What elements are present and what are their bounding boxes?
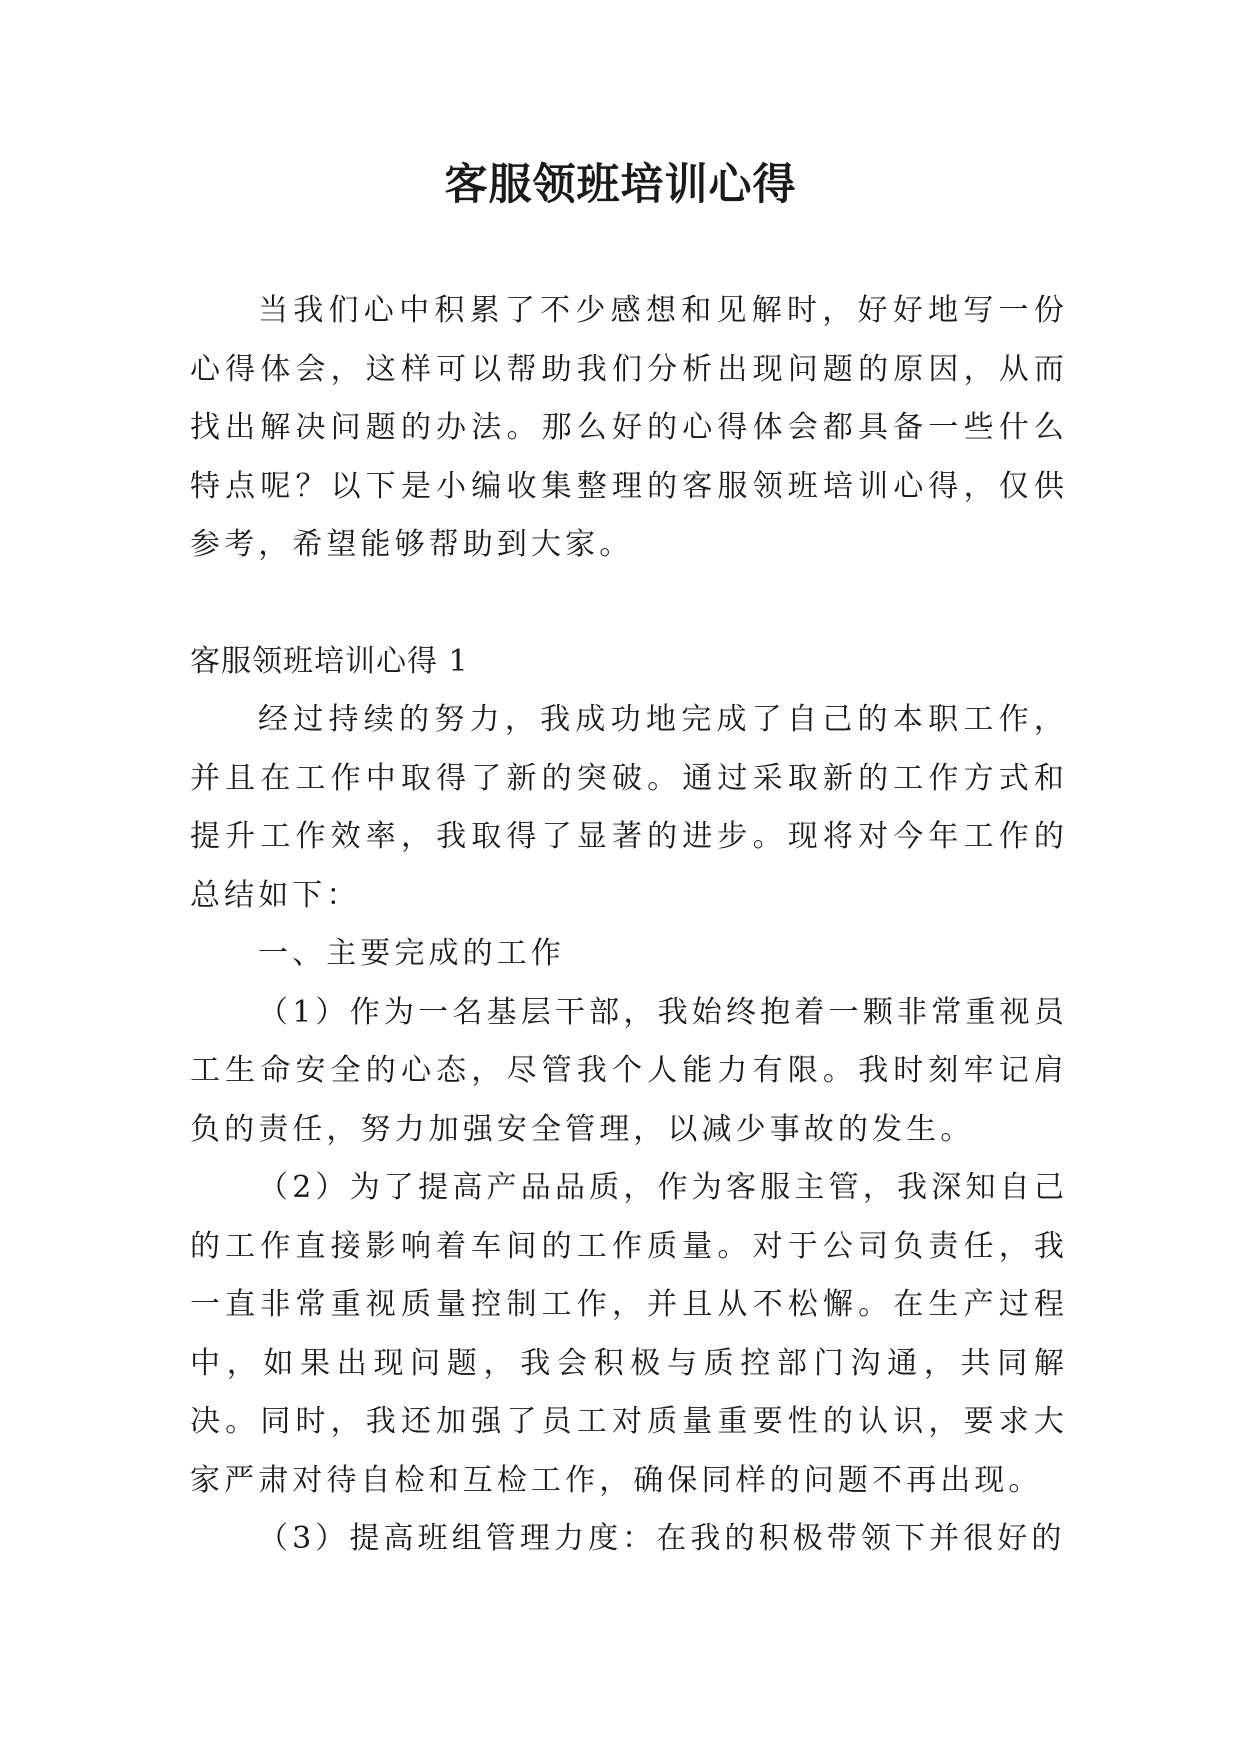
subheading-main-work: 一、主要完成的工作 [258,936,565,971]
document-title: 客服领班培训心得 [444,160,797,210]
body-paragraph-summary: 经过持续的努力，我成功地完成了自己的本职工作，并且在工作中取得了新的突破。通过采取新的工作方式和提升工作效率，我取得了显著的进步。现将对今年工作的总结如下： [190,702,1068,913]
body-paragraph-item-3: （3）提高班组管理力度：在我的积极带领下并很好的 [258,1521,1066,1556]
body-paragraph-item-1: （1）作为一名基层干部，我始终抱着一颗非常重视员工生命安全的心态，尽管我个人能力有限。我时刻牢记肩负的责任，努力加强安全管理，以减少事故的发生。 [190,994,1068,1147]
section-heading: 客服领班培训心得 1 [190,643,469,679]
paragraph-spacer [190,575,1068,633]
body-paragraph-item-2: （2）为了提高产品品质，作为客服主管，我深知自己的工作直接影响着车间的工作质量。对于公司负责任，我一直非常重视质量控制工作，并且从不松懈。在生产过程中，如果出现问题，我会积极与质控部门沟通，共同解决。同时，我还加强了员工对质量重要性的认识，要求大家严肃对待自检和互检工作，确保同样的问题不再出现。 [190,1170,1068,1498]
document-body [190,282,1068,1569]
intro-paragraph: 当我们心中积累了不少感想和见解时，好好地写一份心得体会，这样可以帮助我们分析出现问题的原因，从而找出解决问题的办法。那么好的心得体会都具备一些什么特点呢？以下是小编收集整理的客服领班培训心得，仅供参考，希望能够帮助到大家。 [190,293,1068,562]
